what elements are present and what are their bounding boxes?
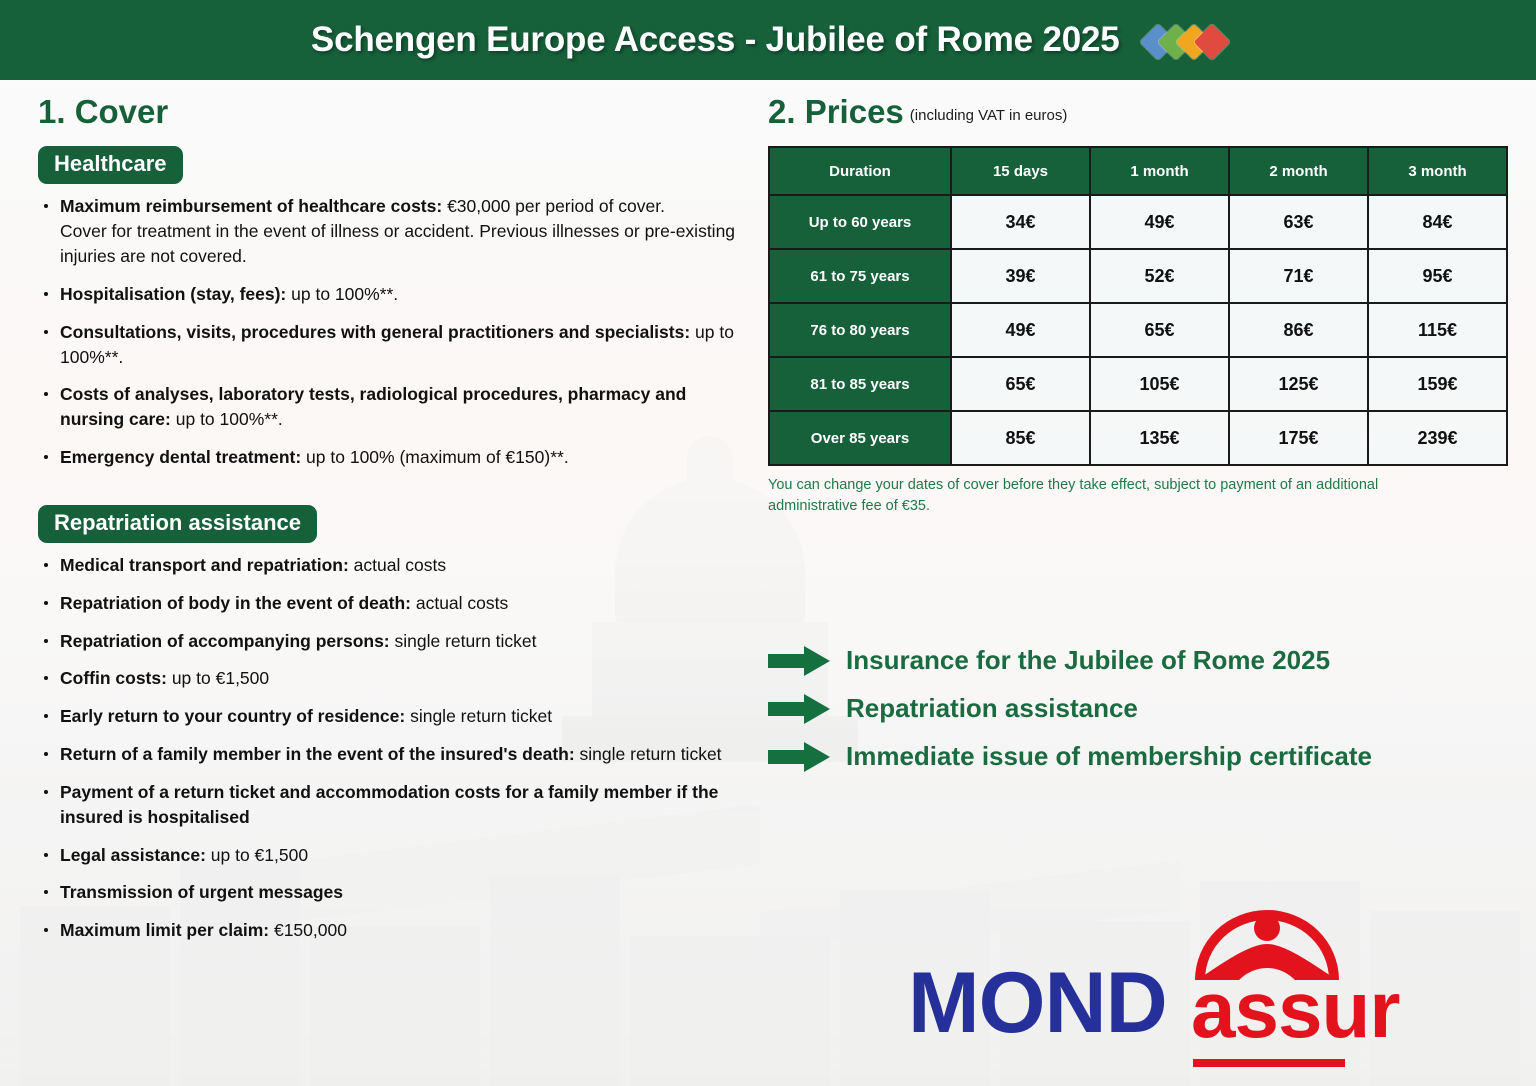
price-cell: 125€ <box>1229 357 1368 411</box>
item-lead: Emergency dental treatment: <box>60 447 302 468</box>
item-tail: single return ticket <box>574 744 722 765</box>
callout-item <box>768 741 1508 772</box>
row-label: 76 to 80 years <box>769 303 951 357</box>
item-tail: €150,000 <box>269 920 347 941</box>
column-header-15-days: 15 days <box>951 147 1090 195</box>
price-cell: 52€ <box>1090 249 1229 303</box>
item-tail: up to €1,500 <box>205 844 309 865</box>
item-lead: Maximum limit per claim: <box>60 920 270 941</box>
list-item <box>38 553 738 578</box>
column-header-2-month: 2 month <box>1229 147 1368 195</box>
prices-heading <box>768 94 1508 130</box>
prices-table <box>768 146 1508 466</box>
list-item <box>38 445 738 470</box>
price-cell: 49€ <box>1090 195 1229 249</box>
list-item <box>38 666 738 691</box>
callouts-list <box>768 645 1508 789</box>
price-cell: 86€ <box>1229 303 1368 357</box>
list-item <box>38 629 738 654</box>
item-lead: Transmission of urgent messages <box>60 882 344 903</box>
row-label: 61 to 75 years <box>769 249 951 303</box>
column-header-duration: Duration <box>769 147 951 195</box>
column-header-3-month: 3 month <box>1368 147 1507 195</box>
mondassur-logo <box>908 902 1400 1062</box>
repatriation-list <box>38 553 738 943</box>
table-row <box>769 303 1507 357</box>
item-lead: Medical transport and repatriation: <box>60 554 349 575</box>
list-item <box>38 282 738 307</box>
item-tail: single return ticket <box>405 706 553 727</box>
row-label: Over 85 years <box>769 411 951 465</box>
arrow-right-icon <box>768 742 830 772</box>
page-header <box>0 0 1536 80</box>
price-cell: 115€ <box>1368 303 1507 357</box>
page-title-text: Schengen Europe Access - Jubilee of Rome 2025 <box>310 20 1120 59</box>
list-item <box>38 382 738 432</box>
price-cell: 135€ <box>1090 411 1229 465</box>
row-label: Up to 60 years <box>769 195 951 249</box>
price-cell: 84€ <box>1368 195 1507 249</box>
price-cell: 39€ <box>951 249 1090 303</box>
item-tail: single return ticket <box>389 630 537 651</box>
price-cell: 71€ <box>1229 249 1368 303</box>
item-tail: up to 100%**. <box>170 409 283 430</box>
table-row <box>769 195 1507 249</box>
prices-section <box>768 94 1508 517</box>
logo-mond-text: MOND <box>908 955 1167 1051</box>
prices-note: You can change your dates of cover before they take effect, subject to payment of an additional administrative fee of €35. <box>768 477 1379 515</box>
item-tail: up to 100%**. <box>60 321 734 367</box>
table-row <box>769 411 1507 465</box>
cover-section <box>38 94 738 956</box>
item-tail: up to 100%**. <box>286 283 399 304</box>
diamond-logo-icon <box>1145 29 1225 55</box>
item-lead: Repatriation of body in the event of death: <box>60 592 411 613</box>
healthcare-badge: Healthcare <box>38 146 183 184</box>
price-cell: 49€ <box>951 303 1090 357</box>
item-lead: Repatriation of accompanying persons: <box>60 630 390 651</box>
table-row <box>769 357 1507 411</box>
list-item <box>38 780 738 830</box>
prices-heading-sub: (including VAT in euros) <box>909 107 1068 124</box>
list-item <box>38 918 738 943</box>
item-tail: up to 100% (maximum of €150)**. <box>301 447 569 468</box>
item-extra: Cover for treatment in the event of illness or accident. Previous illnesses or pre-existing injuries are not covered. <box>60 221 736 266</box>
column-header-1-month: 1 month <box>1090 147 1229 195</box>
item-lead: Consultations, visits, procedures with general practitioners and specialists: <box>60 321 691 342</box>
prices-heading-text: 2. Prices <box>768 93 904 130</box>
price-cell: 105€ <box>1090 357 1229 411</box>
item-lead: Costs of analyses, laboratory tests, radiological procedures, pharmacy and nursing care: <box>60 384 687 430</box>
logo-underline <box>1193 1059 1345 1067</box>
list-item <box>38 194 738 269</box>
price-cell: 63€ <box>1229 195 1368 249</box>
item-tail: up to €1,500 <box>166 668 270 689</box>
price-cell: 34€ <box>951 195 1090 249</box>
callout-label: Immediate issue of membership certificate <box>846 741 1372 771</box>
price-cell: 175€ <box>1229 411 1368 465</box>
row-label: 81 to 85 years <box>769 357 951 411</box>
list-item <box>38 704 738 729</box>
price-cell: 95€ <box>1368 249 1507 303</box>
list-item <box>38 591 738 616</box>
item-tail: actual costs <box>410 592 509 613</box>
price-cell: 65€ <box>951 357 1090 411</box>
item-tail: actual costs <box>348 554 447 575</box>
item-lead: Early return to your country of residence: <box>60 706 406 727</box>
page-title <box>311 20 1225 60</box>
item-lead: Maximum reimbursement of healthcare costs: <box>60 196 443 217</box>
repatriation-badge: Repatriation assistance <box>38 505 317 543</box>
item-lead: Hospitalisation (stay, fees): <box>60 283 287 304</box>
item-lead: Legal assistance: <box>60 844 206 865</box>
item-lead: Return of a family member in the event of the insured's death: <box>60 744 575 765</box>
list-item <box>38 843 738 868</box>
list-item <box>38 742 738 767</box>
callout-label: Repatriation assistance <box>846 693 1138 723</box>
table-header-row <box>769 147 1507 195</box>
callout-item <box>768 693 1508 724</box>
callout-label: Insurance for the Jubilee of Rome 2025 <box>846 645 1331 675</box>
healthcare-list <box>38 194 738 470</box>
page-content <box>0 80 1536 1086</box>
table-row <box>769 249 1507 303</box>
price-cell: 85€ <box>951 411 1090 465</box>
list-item <box>38 880 738 905</box>
logo-assur-text: assur <box>1191 965 1400 1054</box>
cover-heading: 1. Cover <box>38 93 169 130</box>
price-cell: 239€ <box>1368 411 1507 465</box>
arrow-right-icon <box>768 646 830 676</box>
price-cell: 65€ <box>1090 303 1229 357</box>
callout-item <box>768 645 1508 676</box>
item-lead: Coffin costs: <box>60 668 167 689</box>
item-lead: Payment of a return ticket and accommodation costs for a family member if the insured is hospitalised <box>60 781 719 827</box>
price-cell: 159€ <box>1368 357 1507 411</box>
item-tail: €30,000 per period of cover. <box>442 196 665 217</box>
arrow-right-icon <box>768 694 830 724</box>
list-item <box>38 320 738 370</box>
